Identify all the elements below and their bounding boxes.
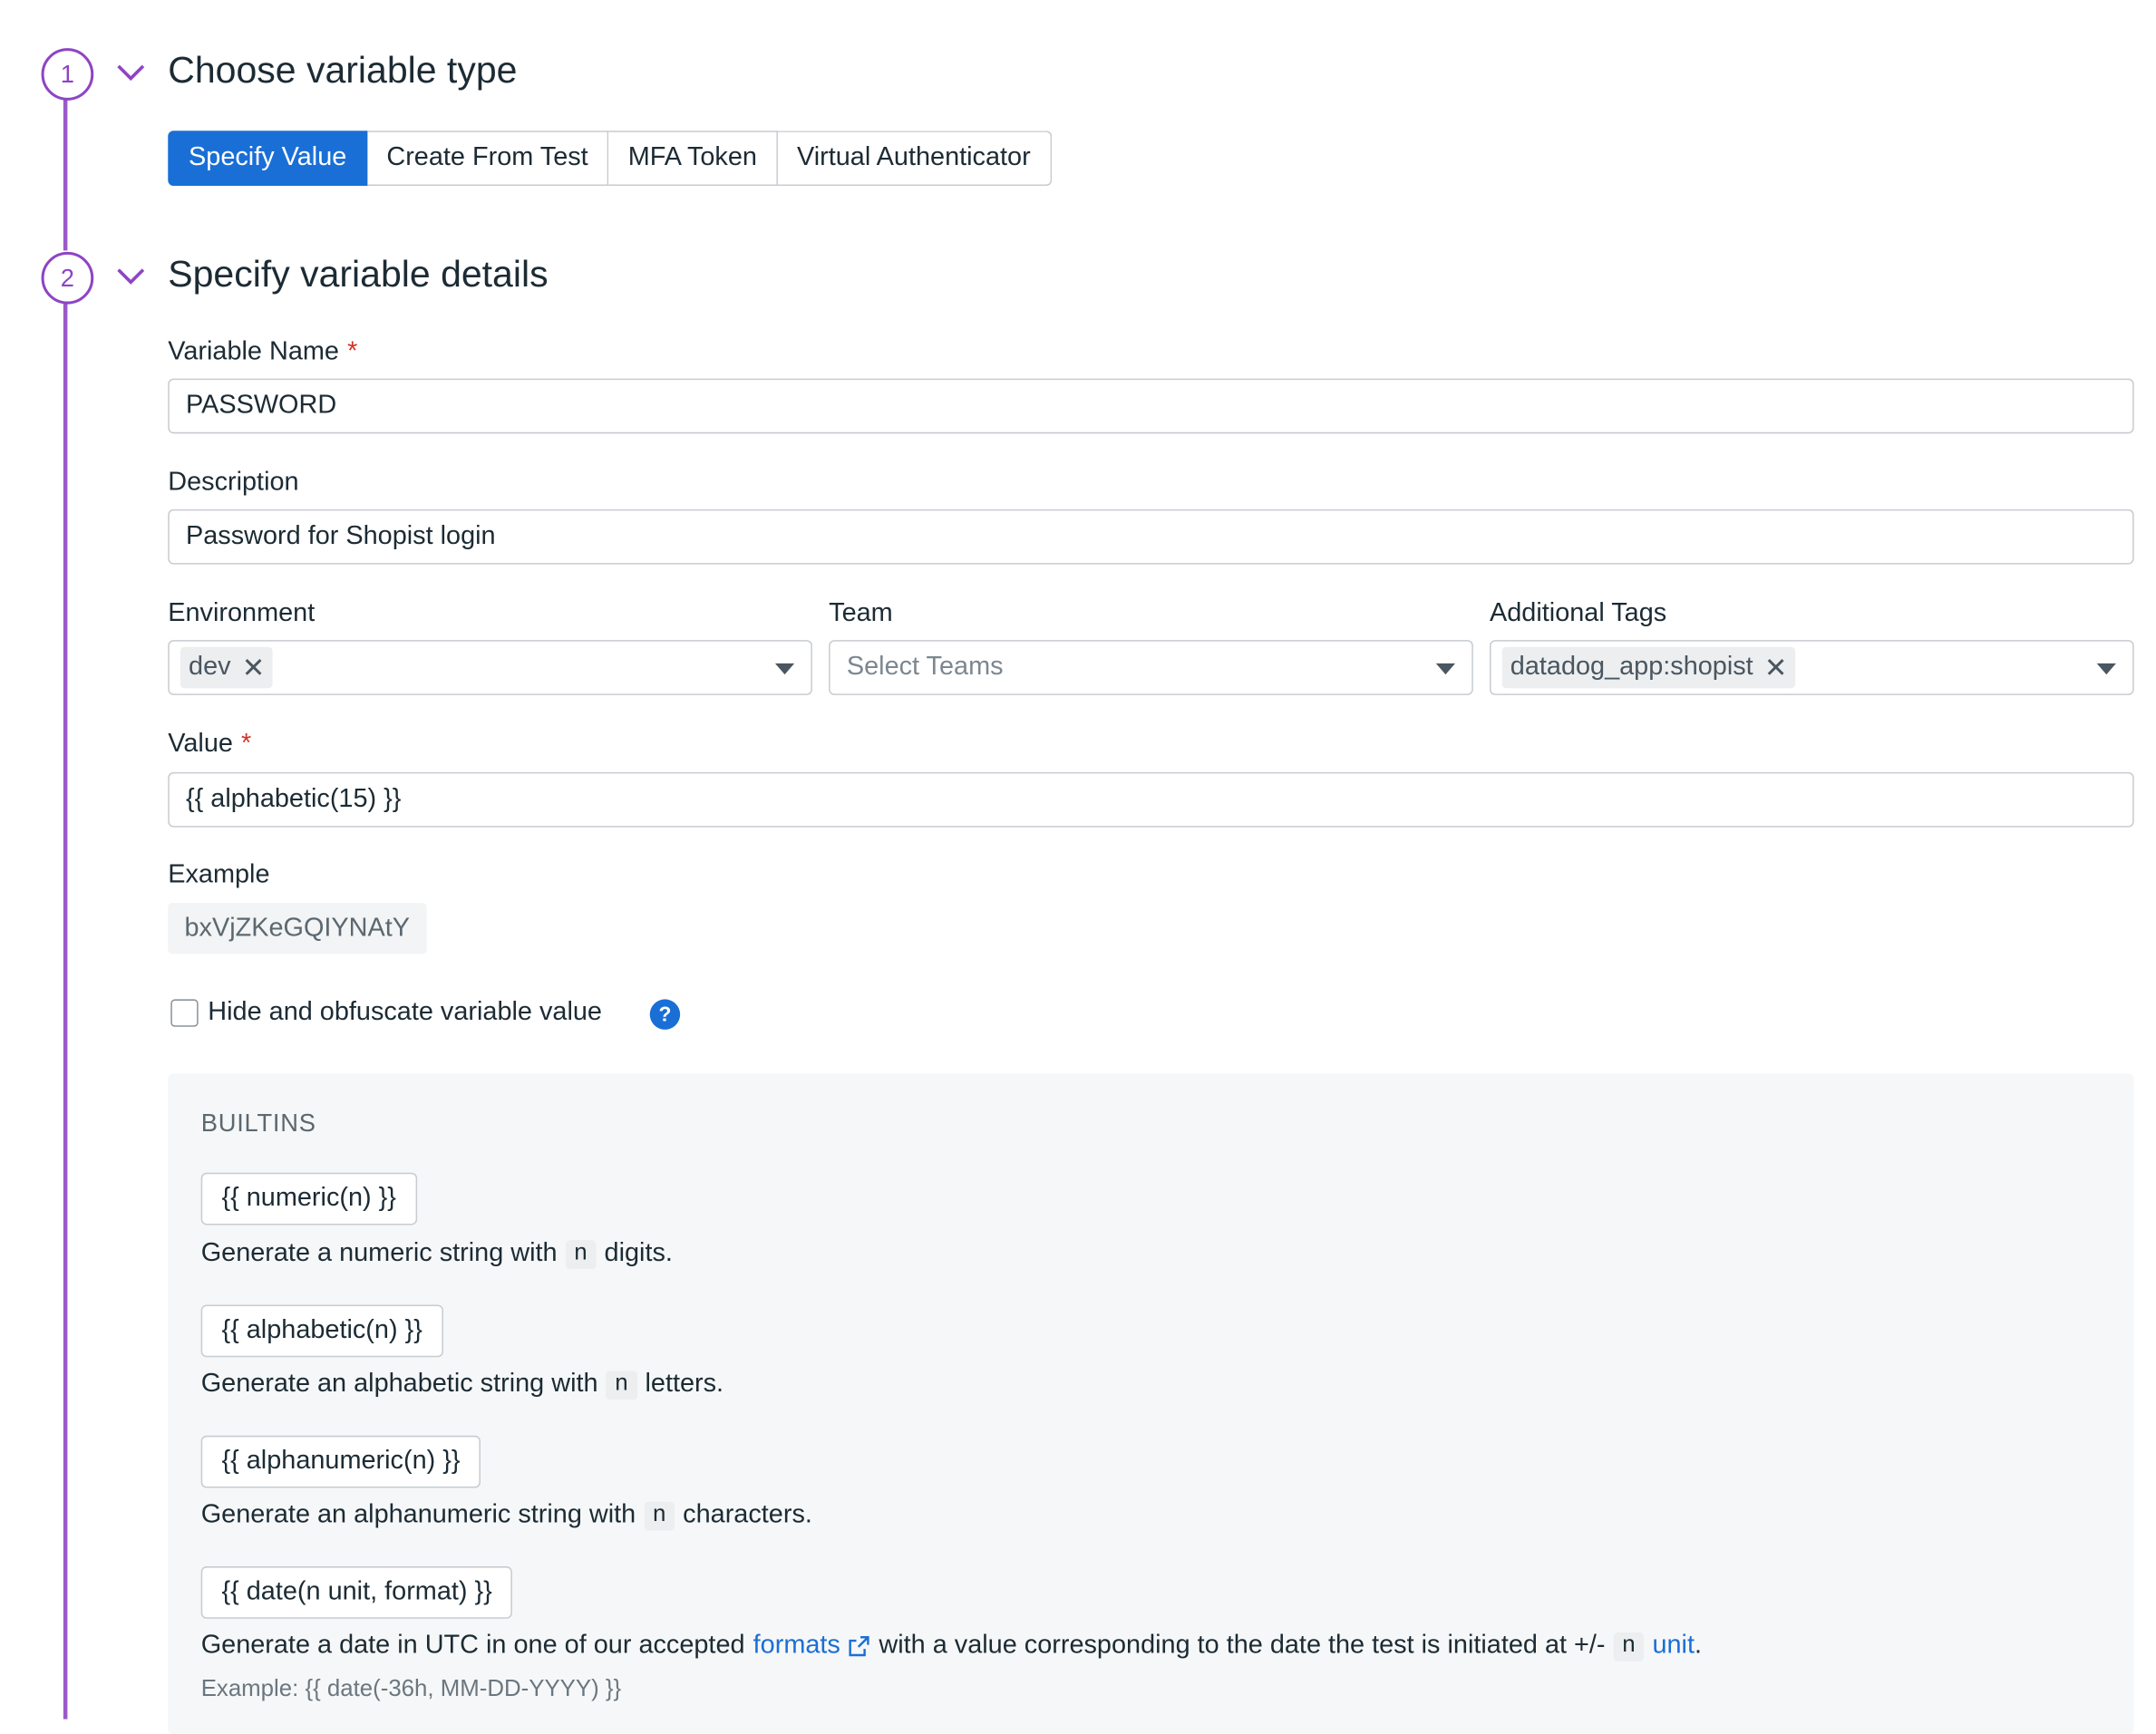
step-connector xyxy=(63,99,68,250)
param-n: n xyxy=(644,1501,675,1530)
tag-chip-label: datadog_app:shopist xyxy=(1510,652,1753,682)
team-select[interactable] xyxy=(829,640,1473,695)
unit-link[interactable]: unit xyxy=(1652,1631,1695,1661)
tag-chip xyxy=(1502,647,1796,689)
team-placeholder: Select Teams xyxy=(846,652,1004,682)
builtin-numeric[interactable]: {{ numeric(n) }} xyxy=(201,1173,417,1225)
builtin-date[interactable]: {{ date(n unit, format) }} xyxy=(201,1566,513,1619)
required-marker: * xyxy=(347,337,358,366)
additional-tags-select[interactable] xyxy=(1490,640,2134,695)
step-2-indicator: 2 xyxy=(42,252,94,305)
description-value: Password for Shopist login xyxy=(185,521,496,551)
team-label: Team xyxy=(829,598,893,628)
create-from-test-button[interactable]: Create From Test xyxy=(367,131,608,186)
remove-icon[interactable]: ✕ xyxy=(1763,653,1788,683)
required-marker: * xyxy=(241,729,252,759)
builtin-numeric-description xyxy=(201,1239,673,1269)
builtin-alphabetic-description xyxy=(201,1370,724,1400)
value-input-text: {{ alphabetic(15) }} xyxy=(185,784,402,814)
value-label-text: Value xyxy=(168,729,233,759)
builtin-alphabetic[interactable]: {{ alphabetic(n) }} xyxy=(201,1305,443,1358)
step-1-indicator: 1 xyxy=(42,48,94,101)
builtins-panel xyxy=(168,1073,2133,1734)
virtual-authenticator-button[interactable]: Virtual Authenticator xyxy=(778,131,1052,186)
additional-tags-label: Additional Tags xyxy=(1490,598,1667,628)
obfuscate-label[interactable]: Hide and obfuscate variable value xyxy=(208,997,602,1027)
step-connector xyxy=(63,303,68,1719)
desc-text: Generate an alphanumeric string with xyxy=(200,1500,636,1530)
param-n: n xyxy=(607,1371,637,1400)
step-2-title: Specify variable details xyxy=(168,253,549,295)
desc-text: Generate a numeric string with xyxy=(200,1238,558,1268)
desc-text: Generate a date in UTC in one of our accepted xyxy=(200,1631,745,1661)
caret-down-icon xyxy=(2097,664,2116,674)
desc-text: . xyxy=(1694,1631,1703,1661)
example-value: bxVjZKeGQIYNAtY xyxy=(168,903,426,954)
value-label xyxy=(168,730,251,760)
remove-icon[interactable]: ✕ xyxy=(241,653,266,683)
environment-select[interactable] xyxy=(168,640,812,695)
chevron-down-icon[interactable] xyxy=(116,63,146,82)
desc-text: with a value corresponding to the date the test is initiated at +/- xyxy=(879,1631,1606,1661)
builtin-alphanumeric-description xyxy=(201,1500,812,1530)
desc-text: letters. xyxy=(645,1369,724,1399)
example-label: Example xyxy=(168,860,270,889)
desc-text: digits. xyxy=(604,1238,673,1268)
desc-text: characters. xyxy=(683,1500,812,1530)
param-n: n xyxy=(566,1239,597,1268)
specify-value-button[interactable]: Specify Value xyxy=(168,131,367,186)
formats-link[interactable]: formats xyxy=(753,1631,840,1661)
obfuscate-checkbox[interactable] xyxy=(170,999,198,1026)
builtins-title: BUILTINS xyxy=(200,1109,316,1138)
step-1-title: Choose variable type xyxy=(168,49,518,92)
mfa-token-button[interactable]: MFA Token xyxy=(608,131,777,186)
builtin-date-example: Example: {{ date(-36h, MM-DD-YYYY) }} xyxy=(200,1675,622,1701)
environment-chip-label: dev xyxy=(189,652,231,682)
value-input[interactable] xyxy=(168,772,2133,828)
variable-name-value: PASSWORD xyxy=(185,391,337,421)
caret-down-icon xyxy=(775,664,794,674)
help-icon[interactable]: ? xyxy=(650,999,680,1029)
chevron-down-icon[interactable] xyxy=(116,267,146,286)
caret-down-icon xyxy=(1436,664,1455,674)
builtin-alphanumeric[interactable]: {{ alphanumeric(n) }} xyxy=(201,1436,481,1488)
variable-name-label-text: Variable Name xyxy=(168,337,339,366)
external-link-icon[interactable] xyxy=(849,1635,870,1657)
variable-name-input[interactable] xyxy=(168,379,2133,434)
description-input[interactable] xyxy=(168,509,2133,565)
param-n: n xyxy=(1614,1632,1645,1661)
environment-chip xyxy=(180,647,273,689)
builtin-date-description xyxy=(201,1631,1702,1661)
environment-label: Environment xyxy=(168,598,316,628)
variable-name-label xyxy=(168,337,357,367)
variable-type-selector xyxy=(168,131,1051,186)
desc-text: Generate an alphabetic string with xyxy=(200,1369,598,1399)
description-label: Description xyxy=(168,468,299,498)
